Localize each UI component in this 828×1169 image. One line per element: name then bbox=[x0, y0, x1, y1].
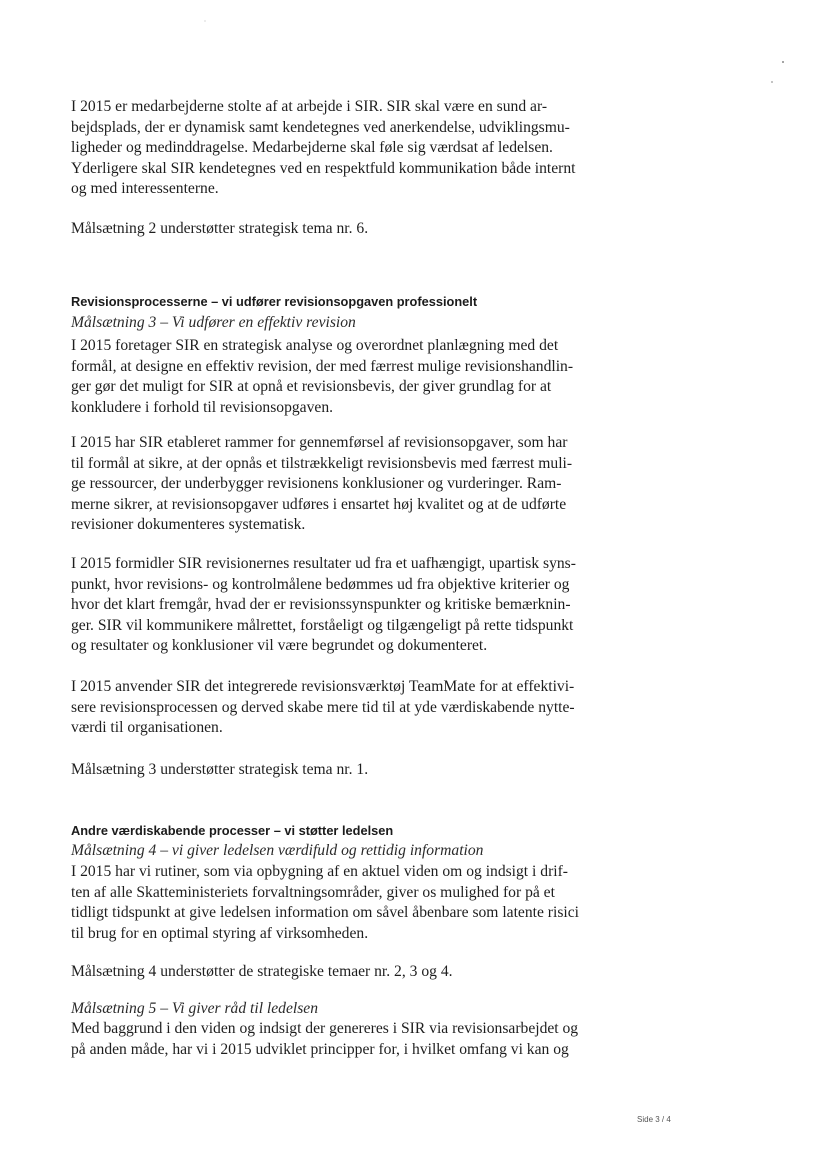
revision-paragraph-3 bbox=[71, 554, 623, 657]
text-line: Med baggrund i den viden og indsigt der genereres i SIR via revisionsarbejdet og bbox=[71, 1020, 579, 1037]
text-line: ligheder og medinddragelse. Medarbejderne skal føle sig værdsat af ledelsen. bbox=[71, 139, 553, 157]
goal-5-paragraph-1 bbox=[71, 1019, 623, 1060]
revision-paragraph-4 bbox=[71, 677, 623, 739]
text-line: merne sikrer, at revisionsopgaver udføres i ensartet høj kvalitet og at de udførte bbox=[71, 495, 567, 513]
text-line: formål, at designe en effektiv revision, der med færrest mulige revisionshandlin- bbox=[71, 357, 574, 375]
text-line: hvor det klart fremgår, hvad der er revisionssynspunkter og kritiske bemærknin- bbox=[71, 596, 571, 614]
text-line: og med interessenterne. bbox=[71, 180, 219, 198]
revision-paragraph-5 bbox=[71, 760, 623, 781]
goal-3-title: Målsætning 3 – Vi udfører en effektiv revision bbox=[71, 314, 356, 331]
text-line: I 2015 foretager SIR en strategisk analyse og overordnet planlægning med det bbox=[71, 337, 559, 354]
text-line: ten af alle Skatteministeriets forvaltningsområder, giver os mulighed for på et bbox=[71, 883, 555, 901]
text-line: I 2015 har vi rutiner, som via opbygning af en aktuel viden om og indsigt i drif- bbox=[71, 863, 568, 880]
text-line: ge ressourcer, der underbygger revisionens konklusioner og vurderinger. Ram- bbox=[71, 475, 562, 493]
section-heading-other-processes: Andre værdiskabende processer – vi støtter ledelsen bbox=[71, 823, 394, 838]
text-line: konkludere i forhold til revisionsopgaven. bbox=[71, 398, 334, 416]
text-line: I 2015 formidler SIR revisionernes resultater ud fra et uafhængigt, upartisk syns- bbox=[71, 555, 576, 572]
section-heading-revision: Revisionsprocesserne – vi udfører revisionsopgaven professionelt bbox=[71, 294, 478, 309]
text-line: og resultater og konklusioner vil være begrundet og dokumenteret. bbox=[71, 637, 488, 655]
intro-paragraph-2 bbox=[71, 219, 623, 240]
goal-4-paragraph-2 bbox=[71, 962, 623, 983]
text-line: bejdsplads, der er dynamisk samt kendetegnes ved anerkendelse, udviklingsmu- bbox=[71, 118, 570, 136]
text-line: ger. SIR vil kommunikere målrettet, forståeligt og tilgængeligt på rette tidspunkt bbox=[71, 616, 574, 634]
text-line: Yderligere skal SIR kendetegnes ved en respektfuld kommunikation både internt bbox=[71, 159, 576, 177]
goal-4-title: Målsætning 4 – vi giver ledelsen værdifuld og rettidig information bbox=[71, 842, 484, 859]
text-line: revisioner dokumenteres systematisk. bbox=[71, 516, 306, 534]
goal-4-paragraph-1 bbox=[71, 862, 623, 944]
intro-paragraph-1 bbox=[71, 97, 623, 200]
text-line: punkt, hvor revisions- og kontrolmålene bedømmes ud fra objektive kriterier og bbox=[71, 575, 570, 593]
text-line: Målsætning 2 understøtter strategisk tema nr. 6. bbox=[71, 220, 369, 237]
text-line: værdi til organisationen. bbox=[71, 719, 223, 737]
text-line: sere revisionsprocessen og derved skabe mere tid til at yde værdiskabende nytte- bbox=[71, 698, 575, 716]
text-line: Målsætning 4 understøtter de strategiske temaer nr. 2, 3 og 4. bbox=[71, 963, 453, 980]
text-line: til brug for en optimal styring af virksomheden. bbox=[71, 924, 369, 942]
goal-5-title: Målsætning 5 – Vi giver råd til ledelsen bbox=[71, 1000, 319, 1017]
page-number: Side 3 / 4 bbox=[637, 1115, 671, 1124]
text-line: tidligt tidspunkt at give ledelsen information om såvel åbenbare som latente risici bbox=[71, 904, 579, 922]
text-line: ger gør det muligt for SIR at opnå et revisionsbevis, der giver grundlag for at bbox=[71, 378, 552, 396]
text-line: på anden måde, har vi i 2015 udviklet principper for, i hvilket omfang vi kan og bbox=[71, 1040, 569, 1058]
revision-paragraph-2 bbox=[71, 433, 623, 536]
revision-paragraph-1 bbox=[71, 336, 623, 418]
text-line: Målsætning 3 understøtter strategisk tema nr. 1. bbox=[71, 761, 369, 778]
text-line: I 2015 har SIR etableret rammer for gennemførsel af revisionsopgaver, som har bbox=[71, 434, 568, 451]
text-line: til formål at sikre, at der opnås et tilstrækkeligt revisionsbevis med færrest muli- bbox=[71, 454, 573, 472]
text-line: I 2015 er medarbejderne stolte af at arbejde i SIR. SIR skal være en sund ar- bbox=[71, 98, 548, 115]
text-line: I 2015 anvender SIR det integrerede revisionsværktøj TeamMate for at effektivi- bbox=[71, 678, 575, 695]
